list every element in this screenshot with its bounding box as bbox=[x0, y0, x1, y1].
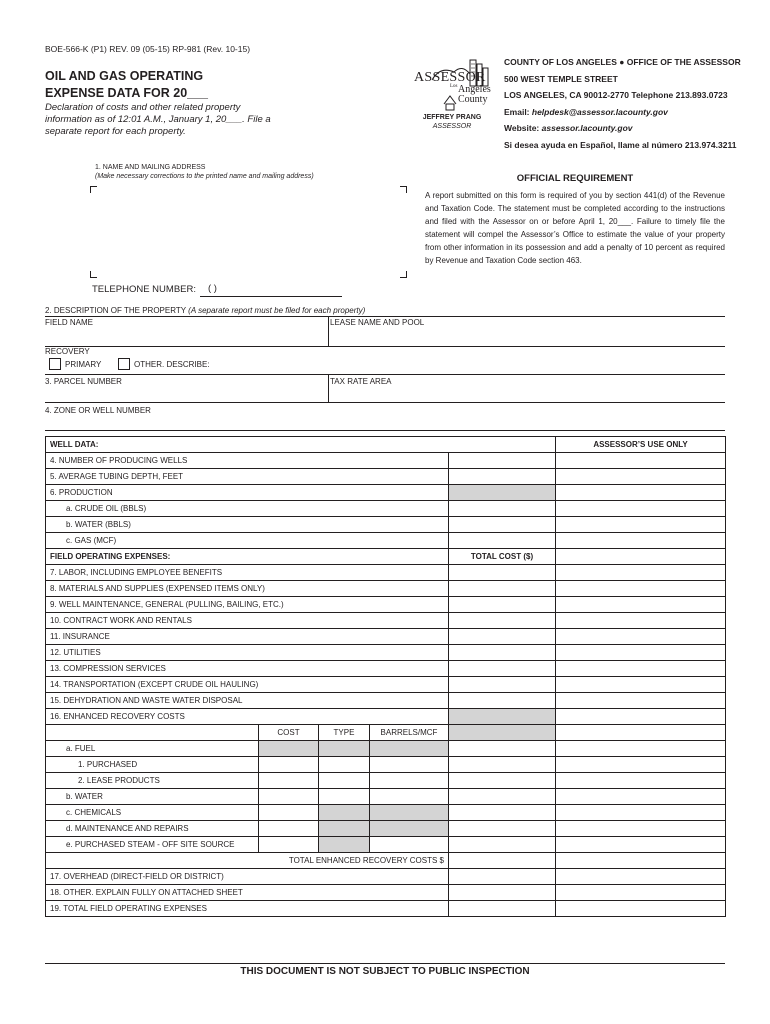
county-info bbox=[504, 54, 741, 153]
purchased-total-input[interactable] bbox=[449, 757, 556, 773]
primary-checkbox[interactable] bbox=[49, 358, 61, 370]
divider bbox=[45, 374, 725, 375]
email-link[interactable]: helpdesk@assessor.lacounty.gov bbox=[531, 106, 668, 117]
table-row bbox=[46, 469, 726, 485]
row-label: 14. TRANSPORTATION (EXCEPT CRUDE OIL HAULING) bbox=[46, 677, 449, 693]
assessor-cell bbox=[556, 501, 726, 517]
assessor-cell bbox=[556, 485, 726, 501]
county-line-3: LOS ANGELES, CA 90012-2770 Telephone 213.893.0723 bbox=[504, 90, 728, 100]
assessor-signature bbox=[410, 113, 494, 131]
purchased-barrels-input[interactable] bbox=[370, 757, 449, 773]
address-corner-tr bbox=[400, 186, 407, 193]
divider bbox=[328, 316, 329, 346]
row-label: c. CHEMICALS bbox=[46, 805, 259, 821]
divider bbox=[45, 430, 725, 431]
shaded-cell bbox=[370, 741, 449, 757]
assessor-cell bbox=[556, 453, 726, 469]
assessor-name: JEFFREY PRANG bbox=[422, 114, 482, 121]
table-row bbox=[46, 853, 726, 869]
recovery-label: RECOVERY bbox=[45, 347, 90, 356]
logo-angeles: Angeles bbox=[458, 84, 491, 95]
field-name-label: FIELD NAME bbox=[45, 318, 94, 327]
assessor-cell bbox=[556, 565, 726, 581]
row-label: 2. LEASE PRODUCTS bbox=[46, 773, 259, 789]
assessor-cell bbox=[556, 837, 726, 853]
compression-input[interactable] bbox=[449, 661, 556, 677]
producing-wells-input[interactable] bbox=[449, 453, 556, 469]
table-row bbox=[46, 901, 726, 917]
divider bbox=[45, 316, 725, 317]
other-describe-input[interactable] bbox=[220, 358, 720, 372]
row-label: 4. NUMBER OF PRODUCING WELLS bbox=[46, 453, 449, 469]
shaded-cell bbox=[449, 709, 556, 725]
lease-products-cost-input[interactable] bbox=[259, 773, 319, 789]
logo-county: County bbox=[458, 94, 488, 105]
assessor-cell bbox=[556, 613, 726, 629]
assessor-cell bbox=[556, 693, 726, 709]
chemicals-cost-input[interactable] bbox=[259, 805, 319, 821]
row-label: 9. WELL MAINTENANCE, GENERAL (PULLING, BAILING, ETC.) bbox=[46, 597, 449, 613]
row-label: 1. PURCHASED bbox=[46, 757, 259, 773]
table-row bbox=[46, 549, 726, 565]
assessor-cell bbox=[556, 629, 726, 645]
row-label: 12. UTILITIES bbox=[46, 645, 449, 661]
row-label: d. MAINTENANCE AND REPAIRS bbox=[46, 821, 259, 837]
divider bbox=[45, 402, 725, 403]
row-label: b. WATER (BBLS) bbox=[46, 517, 449, 533]
table-row bbox=[46, 805, 726, 821]
assessor-cell bbox=[556, 901, 726, 917]
row-label: 7. LABOR, INCLUDING EMPLOYEE BENEFITS bbox=[46, 565, 449, 581]
water-bbls-input[interactable] bbox=[449, 517, 556, 533]
assessor-cell bbox=[556, 821, 726, 837]
primary-label: PRIMARY bbox=[65, 360, 102, 369]
row-label: 15. DEHYDRATION AND WASTE WATER DISPOSAL bbox=[46, 693, 449, 709]
footer-rule bbox=[45, 963, 725, 964]
table-row bbox=[46, 757, 726, 773]
labor-input[interactable] bbox=[449, 565, 556, 581]
assessor-cell bbox=[556, 805, 726, 821]
assessor-cell bbox=[556, 469, 726, 485]
mailing-address-field[interactable] bbox=[98, 194, 394, 268]
total-expenses-input[interactable] bbox=[449, 901, 556, 917]
address-corner-br bbox=[400, 271, 407, 278]
blank-cell bbox=[46, 725, 259, 741]
table-row bbox=[46, 789, 726, 805]
steam-total-input[interactable] bbox=[449, 837, 556, 853]
steam-cost-input[interactable] bbox=[259, 837, 319, 853]
table-row bbox=[46, 453, 726, 469]
county-spanish: Si desea ayuda en Español, llame al número 213.974.3211 bbox=[504, 139, 737, 150]
well-data-header: WELL DATA: bbox=[46, 437, 556, 453]
tubing-depth-input[interactable] bbox=[449, 469, 556, 485]
water-cost-input[interactable] bbox=[259, 789, 319, 805]
maintenance-total-input[interactable] bbox=[449, 821, 556, 837]
row-label: b. WATER bbox=[46, 789, 259, 805]
title-line-2: EXPENSE DATA FOR 20___ bbox=[45, 86, 209, 100]
county-email: Email: helpdesk@assessor.lacounty.gov bbox=[504, 106, 668, 117]
table-row bbox=[46, 693, 726, 709]
total-enhanced-input[interactable] bbox=[449, 853, 556, 869]
tax-rate-label: TAX RATE AREA bbox=[330, 377, 392, 386]
section-2-label: 2. DESCRIPTION OF THE PROPERTY (A separate report must be filed for each property) bbox=[45, 306, 366, 315]
assessor-cell bbox=[556, 789, 726, 805]
row-label: a. CRUDE OIL (BBLS) bbox=[46, 501, 449, 517]
barrels-column-header: BARRELS/MCF bbox=[370, 725, 449, 741]
logo-word: ASSESSOR bbox=[414, 70, 486, 85]
assessor-cell bbox=[556, 709, 726, 725]
table-row bbox=[46, 517, 726, 533]
row-label: 8. MATERIALS AND SUPPLIES (EXPENSED ITEMS ONLY) bbox=[46, 581, 449, 597]
utilities-input[interactable] bbox=[449, 645, 556, 661]
field-name-input[interactable] bbox=[47, 328, 325, 344]
tax-rate-input[interactable] bbox=[332, 387, 722, 401]
table-row bbox=[46, 709, 726, 725]
assessor-cell bbox=[556, 661, 726, 677]
lease-products-total-input[interactable] bbox=[449, 773, 556, 789]
parcel-number-input[interactable] bbox=[47, 387, 325, 401]
steam-barrels-input[interactable] bbox=[370, 837, 449, 853]
county-line-1: COUNTY OF LOS ANGELES ● OFFICE OF THE ASSESSOR bbox=[504, 57, 741, 67]
assessor-cell bbox=[556, 741, 726, 757]
expense-table bbox=[45, 436, 726, 917]
lease-name-label: LEASE NAME AND POOL bbox=[330, 318, 425, 327]
address-corner-bl bbox=[90, 271, 97, 278]
assessor-use-header: ASSESSOR’S USE ONLY bbox=[556, 437, 726, 453]
crude-oil-input[interactable] bbox=[449, 501, 556, 517]
zone-input[interactable] bbox=[47, 416, 721, 428]
shaded-cell bbox=[319, 805, 370, 821]
row-label: 11. INSURANCE bbox=[46, 629, 449, 645]
total-cost-header: TOTAL COST ($) bbox=[449, 549, 556, 565]
water-type-input[interactable] bbox=[319, 789, 370, 805]
assessor-cell bbox=[556, 517, 726, 533]
other-expense-input[interactable] bbox=[449, 885, 556, 901]
shaded-cell bbox=[449, 725, 556, 741]
title-line-1: OIL AND GAS OPERATING bbox=[45, 69, 204, 83]
row-label: 17. OVERHEAD (DIRECT-FIELD OR DISTRICT) bbox=[46, 869, 449, 885]
row-label: 5. AVERAGE TUBING DEPTH, FEET bbox=[46, 469, 449, 485]
table-row bbox=[46, 821, 726, 837]
row-label: e. PURCHASED STEAM - OFF SITE SOURCE bbox=[46, 837, 259, 853]
overhead-input[interactable] bbox=[449, 869, 556, 885]
cost-column-header: COST bbox=[259, 725, 319, 741]
dehydration-input[interactable] bbox=[449, 693, 556, 709]
shaded-cell bbox=[259, 741, 319, 757]
footer-notice: THIS DOCUMENT IS NOT SUBJECT TO PUBLIC INSPECTION bbox=[240, 966, 530, 977]
transportation-input[interactable] bbox=[449, 677, 556, 693]
parcel-number-label: 3. PARCEL NUMBER bbox=[45, 377, 122, 386]
field-expenses-header: FIELD OPERATING EXPENSES: bbox=[46, 549, 449, 565]
insurance-input[interactable] bbox=[449, 629, 556, 645]
row-label: 16. ENHANCED RECOVERY COSTS bbox=[46, 709, 449, 725]
well-maintenance-input[interactable] bbox=[449, 597, 556, 613]
table-row bbox=[46, 597, 726, 613]
table-row bbox=[46, 533, 726, 549]
row-label: c. GAS (MCF) bbox=[46, 533, 449, 549]
assessor-cell bbox=[556, 725, 726, 741]
assessor-title: ASSESSOR bbox=[432, 123, 472, 130]
table-row bbox=[46, 837, 726, 853]
shaded-cell bbox=[370, 821, 449, 837]
section-1-note: (Make necessary corrections to the printed name and mailing address) bbox=[95, 173, 314, 180]
table-row bbox=[46, 677, 726, 693]
divider bbox=[45, 346, 725, 347]
row-label: a. FUEL bbox=[46, 741, 259, 757]
shaded-cell bbox=[449, 485, 556, 501]
table-row bbox=[46, 725, 726, 741]
assessor-cell bbox=[556, 677, 726, 693]
table-row bbox=[46, 565, 726, 581]
telephone-label: TELEPHONE NUMBER: bbox=[92, 284, 196, 295]
zone-label: 4. ZONE OR WELL NUMBER bbox=[45, 406, 151, 415]
row-label: 18. OTHER. EXPLAIN FULLY ON ATTACHED SHEET bbox=[46, 885, 449, 901]
fuel-input[interactable] bbox=[449, 741, 556, 757]
table-row bbox=[46, 581, 726, 597]
divider bbox=[328, 374, 329, 402]
assessor-cell bbox=[556, 885, 726, 901]
assessor-cell bbox=[556, 581, 726, 597]
row-label: 13. COMPRESSION SERVICES bbox=[46, 661, 449, 677]
assessor-cell bbox=[556, 549, 726, 565]
lease-products-type-input[interactable] bbox=[319, 773, 370, 789]
table-row bbox=[46, 629, 726, 645]
water-total-input[interactable] bbox=[449, 789, 556, 805]
total-enhanced-label: TOTAL ENHANCED RECOVERY COSTS $ bbox=[46, 853, 449, 869]
table-row bbox=[46, 869, 726, 885]
table-row bbox=[46, 613, 726, 629]
chemicals-total-input[interactable] bbox=[449, 805, 556, 821]
county-website: Website: assessor.lacounty.gov bbox=[504, 123, 633, 133]
assessor-logo bbox=[410, 58, 494, 114]
other-checkbox[interactable] bbox=[118, 358, 130, 370]
assessor-cell bbox=[556, 533, 726, 549]
table-row bbox=[46, 885, 726, 901]
table-row bbox=[46, 437, 726, 453]
official-requirement-text: A report submitted on this form is required of you by section 441(d) of the Revenue and Taxation Code. The statement must be completed according to the instructions and filed with the Assessor on or before April 1, 20___. Failure to timely file the statement will compel the Assessor’s Office to estimate the value of your property from other information in its possession and add a penalty of 10 percent as required by Revenue and Taxation Code section 463. bbox=[425, 191, 725, 265]
shaded-cell bbox=[319, 837, 370, 853]
telephone-area-code: ( ) bbox=[208, 283, 217, 294]
type-column-header: TYPE bbox=[319, 725, 370, 741]
assessor-cell bbox=[556, 757, 726, 773]
county-line-2: 500 WEST TEMPLE STREET bbox=[504, 73, 618, 84]
shaded-cell bbox=[370, 805, 449, 821]
row-label: 19. TOTAL FIELD OPERATING EXPENSES bbox=[46, 901, 449, 917]
other-label: OTHER. DESCRIBE: bbox=[134, 360, 210, 369]
form-id: BOE-566-K (P1) REV. 09 (05-15) RP-981 (Rev. 10-15) bbox=[45, 44, 251, 54]
address-corner-tl bbox=[90, 186, 97, 193]
maintenance-cost-input[interactable] bbox=[259, 821, 319, 837]
table-row bbox=[46, 773, 726, 789]
table-row bbox=[46, 501, 726, 517]
gas-mcf-input[interactable] bbox=[449, 533, 556, 549]
purchased-type-input[interactable] bbox=[319, 757, 370, 773]
water-barrels-input[interactable] bbox=[370, 789, 449, 805]
lease-name-input[interactable] bbox=[332, 328, 722, 344]
shaded-cell bbox=[319, 821, 370, 837]
assessor-cell bbox=[556, 773, 726, 789]
materials-input[interactable] bbox=[449, 581, 556, 597]
form-title bbox=[45, 68, 208, 102]
assessor-cell bbox=[556, 645, 726, 661]
official-requirement-title: OFFICIAL REQUIREMENT bbox=[516, 173, 634, 184]
logo-los: Los bbox=[450, 84, 458, 89]
assessor-cell bbox=[556, 597, 726, 613]
table-row bbox=[46, 661, 726, 677]
section-1-label: 1. NAME AND MAILING ADDRESS (Make necessary corrections to the printed name and mailing address) bbox=[95, 164, 314, 180]
table-row bbox=[46, 485, 726, 501]
assessor-cell bbox=[556, 853, 726, 869]
shaded-cell bbox=[319, 741, 370, 757]
table-row bbox=[46, 741, 726, 757]
table-row bbox=[46, 645, 726, 661]
website-link[interactable]: assessor.lacounty.gov bbox=[541, 123, 633, 133]
lease-products-barrels-input[interactable] bbox=[370, 773, 449, 789]
purchased-cost-input[interactable] bbox=[259, 757, 319, 773]
declaration: Declaration of costs and other related property information as of 12:01 A.M., January 1, 20___. File a separate report for each property. bbox=[45, 102, 271, 137]
row-label: 6. PRODUCTION bbox=[46, 485, 449, 501]
telephone-field[interactable] bbox=[200, 296, 342, 297]
assessor-cell bbox=[556, 869, 726, 885]
contract-work-input[interactable] bbox=[449, 613, 556, 629]
row-label: 10. CONTRACT WORK AND RENTALS bbox=[46, 613, 449, 629]
